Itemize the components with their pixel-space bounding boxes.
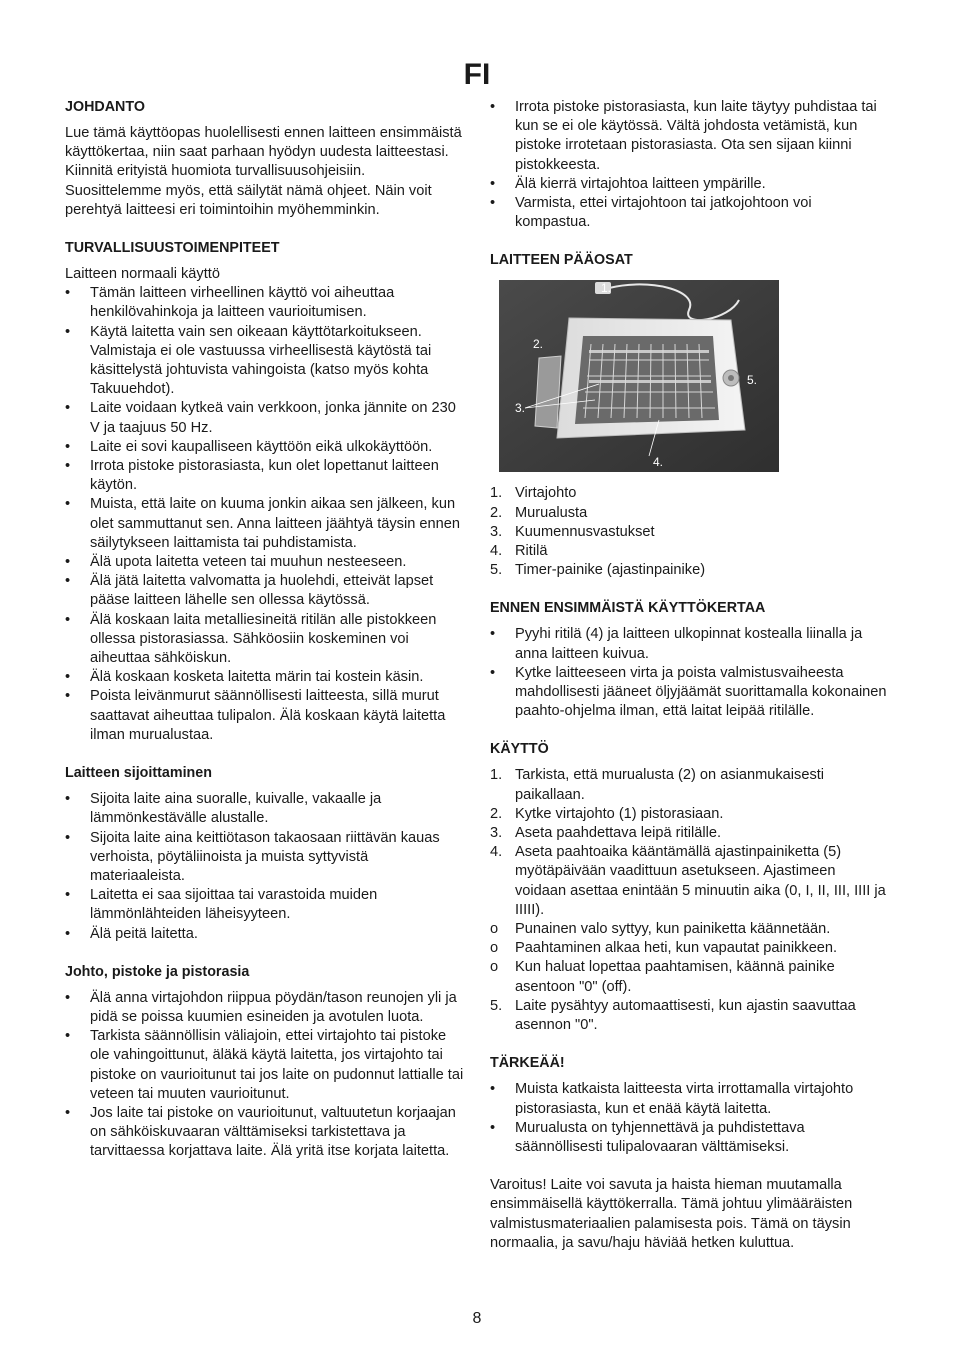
list-item: 1. Virtajohto [490,485,577,502]
list-item: • Älä koskaan kosketa laitetta märin tai kostein käsin. [65,669,424,686]
intro-text: Lue tämä käyttöopas huolellisesti ennen laitteen ensimmäistä käyttökertaa, niin saat parhaan hyödyn uudesta laitteestasi. Kiinnitä erityistä huomiota turvallisuusohjeisiin. Suosittelemme myös, että säilytät nämä ohjeet. Näin voit perehtyä laitteesi eri toimintoihin myöhemminkin. [65,125,462,218]
cord-list-continued [490,98,890,232]
list-item: 5. Timer-painike (ajastinpainike) [490,562,706,579]
list-item: • Kytke laitteeseen virta ja poista valmistusvaiheesta mahdollisesti jääneet öljyjäämät suorittamalla kokonainen paahto-ohjelma ilman, että laitat leipää ritilälle. [490,664,887,720]
list-item: • Laite voidaan kytkeä vain verkkoon, jonka jännite on 230 V ja taajuus 50 Hz. [65,400,456,436]
intro-heading: JOHDANTO [65,99,145,115]
list-item: • Laite ei sovi kaupalliseen käyttöön eikä ulkokäyttöön. [65,438,433,455]
photo-label-2: 2. [533,337,544,352]
list-item: o Kun haluat lopettaa paahtamisen, käännä painike asentoon "0" (off). [490,959,835,995]
list-item: 1. Tarkista, että murualusta (2) on asianmukaisesti paikallaan. [490,767,825,803]
list-item: • Poista leivänmurut säännöllisesti laitteesta, sillä murut saattavat aiheuttaa tulipalon. Älä koskaan käytä laitetta ilman murualustaa. [65,688,446,743]
list-item: • Käytä laitetta vain sen oikeaan käyttötarkoitukseen. Valmistaja ei ole vastuussa virheellisestä käytöstä tai käsittelystä johtuvista vahingoista (katso myös kohta Takuuehdot). [65,323,432,398]
list-item: • Laitetta ei saa sijoittaa tai varastoida muiden lämmönlähteiden läheisyyteen. [65,887,378,923]
page-number: 8 [472,1310,482,1327]
list-item: 2. Murualusta [490,504,588,521]
list-item: • Irrota pistoke pistorasiasta, kun laite täytyy puhdistaa tai kun se ei ole käytössä. Vältä johdosta vetämistä, kun pistoke irrotetaan pistorasiasta. Ota sen sijaan kiinni pistokkeesta. [490,99,877,173]
photo-label-1: 1. [601,281,612,296]
list-item: • Älä anna virtajohdon riippua pöydän/tason reunojen yli ja pidä se poissa kuumien esineiden ja avotulen luota. [65,989,457,1025]
right-column [490,98,890,1253]
use-heading: KÄYTTÖ [490,741,549,758]
parts-heading: LAITTEEN PÄÄOSAT [490,252,633,269]
list-item: • Älä peitä laitetta. [65,925,198,942]
list-item: • Älä upota laitetta veteen tai muuhun nesteeseen. [65,554,407,571]
warning-text: Varoitus! Laite voi savuta ja haista hieman muutamalla ensimmäisellä käyttökerralla. Tämä johtuu ylimääräisten valmistusmateriaalien palamisesta pois. Tämä on täysin normaalia, ja savu/haju häviää hetken kuluttua. [490,1177,853,1251]
before-heading: ENNEN ENSIMMÄISTÄ KÄYTTÖKERTAA [490,600,766,617]
list-item: 2. Kytke virtajohto (1) pistorasiaan. [490,805,724,822]
placement-heading: Laitteen sijoittaminen [65,765,212,782]
list-item: • Jos laite tai pistoke on vaurioitunut, valtuutetun korjaajan on sähköiskuvaaran välttämiseksi tarkistettava ja tarvittaessa korjattava laite. Älä yritä itse korjata laitetta. [65,1104,456,1160]
list-item: • Muista, että laite on kuuma jonkin aikaa sen jälkeen, kun olet sammuttanut sen. Anna laitteen jäähtyä täysin ennen säilytykseen laittamista tai puhdistamista. [65,496,460,551]
cord-list [65,989,465,1162]
photo-label-5: 5. [747,373,758,388]
before-list [490,625,890,721]
list-item: • Varmista, ettei virtajohtoon tai jatkojohtoon voi kompastua. [490,195,812,231]
toaster-photo [499,280,779,472]
list-item: 4. Ritilä [490,543,548,560]
list-item: • Älä jätä laitetta valvomatta ja huolehdi, etteivät lapset pääse laitteen lähelle sen ollessa käytössä. [65,573,434,609]
list-item: 3. Kuumennusvastukset [490,523,655,540]
list-item: o Punainen valo syttyy, kun painiketta käännetään. [490,921,831,938]
important-list [490,1080,890,1157]
left-column [65,98,465,1162]
list-item: • Tarkista säännöllisin väliajoin, ettei virtajohto tai pistoke ole vahingoittunut, äläkä käytä laitetta, jos virtajohto tai pistoke on vaurioitunut tai jos laite on pudonnut lattialle tai veteen tai muuten vaurioitunut. [65,1028,464,1102]
list-item: • Tämän laitteen virheellinen käyttö voi aiheuttaa henkilövahinkoja ja laitteen vaurioitumisen. [65,285,395,321]
list-item: o Paahtaminen alkaa heti, kun vapautat painikkeen. [490,940,838,957]
list-item: • Sijoita laite aina suoralle, kuivalle, vakaalle ja lämmönkestävälle alustalle. [65,791,382,827]
list-item: 5. Laite pysähtyy automaattisesti, kun ajastin saavuttaa asennon "0". [490,997,856,1034]
list-item: • Murualusta on tyhjennettävä ja puhdistettava säännöllisesti tulipalovaaran välttämiseksi. [490,1119,805,1155]
safety-subheading: Laitteen normaali käyttö [65,266,220,283]
photo-label-4: 4. [653,455,664,470]
list-item: • Muista katkaista laitteesta virta irrottamalla virtajohto pistorasiasta, kun et enää käytä laitetta. [490,1081,854,1117]
important-heading: TÄRKEÄÄ! [490,1055,565,1072]
cord-heading: Johto, pistoke ja pistorasia [65,963,250,980]
list-item: 3. Aseta paahdettava leipä ritilälle. [490,825,722,842]
use-list [490,766,890,1035]
list-item: • Irrota pistoke pistorasiasta, kun olet lopettanut laitteen käytön. [65,458,439,494]
list-item: • Pyyhi ritilä (4) ja laitteen ulkopinnat kostealla liinalla ja anna laitteen kuivua. [490,626,863,662]
safety-heading: TURVALLISUUSTOIMENPITEET [65,240,280,257]
list-item: • Älä kierrä virtajohtoa laitteen ympärille. [490,175,766,192]
photo-label-3: 3. [515,401,526,416]
parts-list [490,484,890,580]
placement-list [65,790,465,944]
list-item: • Sijoita laite aina keittiötason takaosaan riittävän kauas verhoista, pöytäliinoista ja muista syttyvistä materiaaleista. [65,829,440,884]
list-item: 4. Aseta paahtoaika kääntämällä ajastinpainiketta (5) myötäpäivään vaadittuun asetukseen. Ajastimeen voidaan asettaa enintään 5 minuutin aika (0, I, II, III, IIII ja IIIII). [490,844,886,918]
safety-list [65,284,465,745]
language-code: FI [463,58,491,91]
list-item: • Älä koskaan laita metalliesineitä ritilän alle pistokkeen ollessa pistorasiassa. Sähköosiin koskeminen voi aiheuttaa sähköiskun. [65,611,437,667]
